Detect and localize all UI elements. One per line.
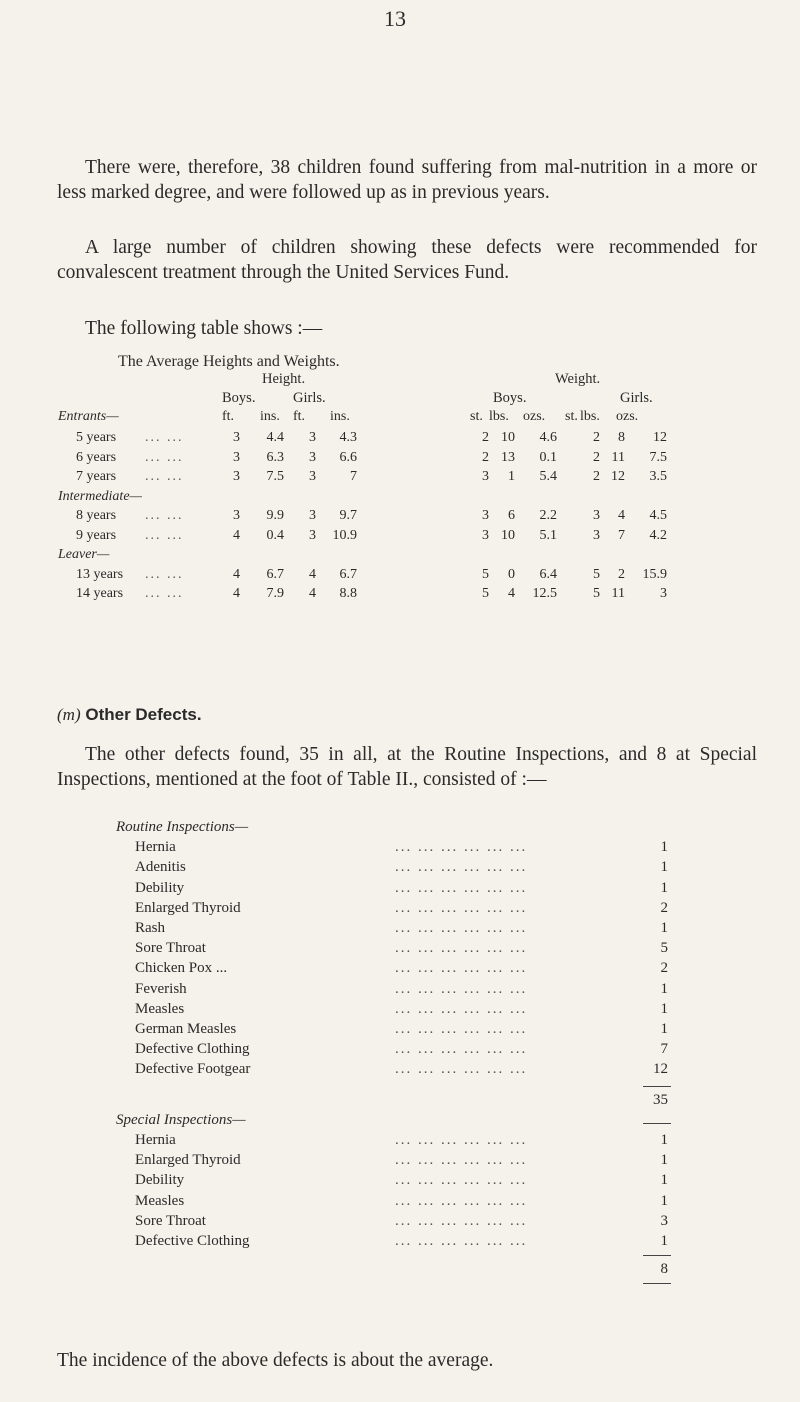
boys-weight-ozs: 4.6 [539,430,557,445]
defects-paragraph: The other defects found, 35 in all, at the Routine Inspections, and 8 at Special Inspections, mentioned at the foot of Table II., consisted of :— [57,744,757,790]
height-boys-header: Boys. [222,390,256,406]
page-number: 13 [384,6,406,31]
height-header: Height. [262,371,306,387]
routine-item-count: 1 [660,1000,668,1017]
group-label: Entrants— [58,409,119,424]
routine-item-name: Rash [135,920,165,936]
routine-item-count: 5 [660,940,668,957]
girls-weight-lbs: 2 [618,566,625,582]
row-age: 13 years [76,566,124,582]
special-item-count: 1 [660,1132,668,1148]
routine-item-count: 1 [660,1021,668,1037]
row-leader: ... ... [145,469,184,484]
girls-height-ft: 3 [309,527,316,543]
special-item-name: Sore Throat [135,1212,206,1229]
girls-weight-ozs: 15.9 [642,566,667,582]
routine-item-count: 1 [660,980,668,997]
special-item-leader: ... ... ... ... ... ... [395,1152,528,1169]
table-intro: The following table shows :— [85,318,323,339]
weight-unit: lbs. [580,409,600,424]
special-item-count: 1 [660,1233,668,1249]
row-leader: ... ... [145,449,184,465]
routine-item-name: German Measles [135,1021,237,1037]
boys-weight-st: 3 [482,508,489,523]
boys-weight-lbs: 4 [508,586,515,601]
boys-weight-st: 3 [482,469,489,484]
girls-height-ft: 4 [309,566,316,582]
special-item-name: Defective Clothing [135,1233,250,1249]
weight-boys-header: Boys. [493,390,527,406]
routine-item-name: Debility [135,879,185,896]
special-item-leader: ... ... ... ... ... ... [395,1172,528,1189]
boys-weight-ozs: 12.5 [532,586,557,601]
girls-weight-ozs: 12 [653,430,667,445]
height-unit: ft. [293,409,306,424]
table-title: The Average Heights and Weights. [118,353,340,370]
boys-weight-st: 3 [482,527,489,543]
girls-weight-st: 2 [593,449,600,465]
girls-weight-ozs: 4.5 [649,508,667,523]
weight-unit: st. [470,409,483,424]
weight-unit: lbs. [489,409,509,424]
girls-height-ins: 6.6 [339,449,357,465]
boys-height-ins: 7.9 [266,586,284,601]
boys-weight-lbs: 13 [501,449,515,465]
girls-weight-lbs: 12 [611,469,625,484]
total-rule [643,1123,671,1124]
row-age: 14 years [76,586,124,601]
routine-item-name: Measles [135,1000,185,1017]
boys-weight-st: 5 [482,586,489,601]
routine-item-name: Defective Clothing [135,1041,250,1058]
girls-height-ft: 3 [309,449,316,465]
group-label: Leaver— [58,547,110,562]
girls-weight-lbs: 11 [611,449,625,465]
girls-weight-st: 5 [593,586,600,601]
girls-height-ft: 3 [309,430,316,445]
section-letter: (m) [57,705,81,724]
girls-weight-st: 3 [593,527,600,543]
routine-item-count: 12 [653,1061,668,1078]
row-leader: ... ... [145,527,184,543]
routine-item-leader: ... ... ... ... ... ... [395,879,528,896]
malnutrition-paragraph: There were, therefore, 38 children found suffering from mal-nutrition in a more or less marked degree, and were followed up as in previous years. [57,157,757,203]
boys-weight-st: 5 [482,566,489,582]
row-leader: ... ... [145,508,184,523]
group-label: Intermediate— [58,488,142,504]
boys-weight-lbs: 6 [508,508,515,523]
routine-item-leader: ... ... ... ... ... ... [395,940,528,957]
row-leader: ... ... [145,430,184,445]
row-age: 6 years [76,449,117,465]
girls-height-ins: 8.8 [339,586,357,601]
boys-height-ins: 9.9 [266,508,284,523]
routine-item-count: 1 [660,859,668,876]
girls-height-ins: 10.9 [332,527,357,543]
routine-item-leader: ... ... ... ... ... ... [395,920,528,936]
girls-weight-lbs: 11 [611,586,625,601]
boys-height-ft: 4 [233,527,240,543]
girls-weight-st: 5 [593,566,600,582]
weight-girls-header: Girls. [620,390,653,406]
row-leader: ... ... [145,566,184,582]
section-heading [57,705,202,725]
routine-heading: Routine Inspections— [116,819,249,835]
routine-item-leader: ... ... ... ... ... ... [395,1000,528,1017]
routine-item-name: Feverish [135,980,187,997]
height-unit: ft. [222,409,235,424]
weight-unit: st. [565,409,578,424]
special-item-name: Enlarged Thyroid [135,1152,241,1169]
routine-item-leader: ... ... ... ... ... ... [395,1041,528,1058]
girls-height-ins: 9.7 [339,508,357,523]
special-item-count: 1 [660,1192,668,1209]
row-leader: ... ... [145,586,184,601]
boys-height-ins: 6.3 [266,449,284,465]
routine-item-count: 2 [660,960,668,977]
convalescent-paragraph: A large number of children showing these defects were recommended for convalescent treatment through the United Services Fund. [57,237,757,283]
boys-weight-lbs: 1 [508,469,515,484]
routine-item-leader: ... ... ... ... ... ... [395,859,528,876]
girls-weight-ozs: 3 [660,586,667,601]
boys-height-ft: 3 [233,430,240,445]
boys-height-ins: 7.5 [266,469,284,484]
boys-weight-ozs: 0.1 [539,449,557,465]
girls-weight-st: 3 [593,508,600,523]
boys-height-ft: 4 [233,566,240,582]
girls-weight-ozs: 3.5 [649,469,667,484]
special-item-count: 1 [660,1172,668,1189]
girls-height-ft: 4 [309,586,316,601]
girls-height-ins: 4.3 [339,430,357,445]
boys-weight-ozs: 5.4 [539,469,557,484]
row-age: 8 years [76,508,117,523]
boys-weight-ozs: 2.2 [539,508,557,523]
total-rule [643,1086,671,1087]
girls-height-ft: 3 [309,469,316,484]
special-item-name: Hernia [135,1132,176,1148]
weight-header: Weight. [555,371,601,387]
boys-weight-lbs: 10 [501,527,515,543]
girls-height-ft: 3 [309,508,316,523]
girls-weight-lbs: 4 [618,508,625,523]
routine-item-name: Chicken Pox ... [135,960,228,977]
boys-height-ins: 6.7 [266,566,284,582]
boys-weight-ozs: 6.4 [539,566,557,582]
routine-item-count: 7 [660,1041,668,1058]
special-item-name: Measles [135,1192,185,1209]
girls-weight-lbs: 7 [618,527,625,543]
row-age: 9 years [76,527,117,543]
special-item-count: 1 [660,1152,668,1169]
routine-item-count: 2 [660,899,668,916]
boys-height-ins: 4.4 [266,430,284,445]
closing-sentence: The incidence of the above defects is about the average. [57,1350,494,1371]
boys-weight-ozs: 5.1 [539,527,557,543]
weight-unit: ozs. [523,409,546,424]
special-item-leader: ... ... ... ... ... ... [395,1192,528,1209]
special-item-count: 3 [660,1212,668,1229]
routine-item-leader: ... ... ... ... ... ... [395,980,528,997]
special-heading: Special Inspections— [116,1111,246,1128]
boys-weight-lbs: 0 [508,566,515,582]
special-item-leader: ... ... ... ... ... ... [395,1233,528,1249]
special-item-leader: ... ... ... ... ... ... [395,1132,528,1148]
height-girls-header: Girls. [293,390,326,406]
boys-weight-st: 2 [482,449,489,465]
height-unit: ins. [330,409,350,424]
height-unit: ins. [260,409,280,424]
girls-weight-ozs: 7.5 [649,449,667,465]
routine-item-name: Sore Throat [135,940,206,957]
routine-item-leader: ... ... ... ... ... ... [395,960,528,977]
routine-item-name: Hernia [135,839,176,856]
boys-weight-lbs: 10 [501,430,515,445]
boys-height-ft: 3 [233,469,240,484]
routine-item-name: Defective Footgear [135,1061,251,1078]
row-age: 7 years [76,469,117,484]
routine-total: 35 [653,1091,668,1108]
girls-weight-st: 2 [593,430,600,445]
girls-height-ins: 6.7 [339,566,357,582]
section-title: Other Defects. [85,705,202,724]
boys-weight-st: 2 [482,430,489,445]
boys-height-ft: 3 [233,449,240,465]
routine-item-name: Adenitis [135,859,186,876]
boys-height-ins: 0.4 [266,527,284,543]
routine-item-count: 1 [660,920,668,936]
girls-weight-st: 2 [593,469,600,484]
special-total: 8 [660,1261,668,1278]
boys-height-ft: 4 [233,586,240,601]
girls-weight-ozs: 4.2 [649,527,667,543]
routine-item-leader: ... ... ... ... ... ... [395,899,528,916]
routine-item-leader: ... ... ... ... ... ... [395,839,528,856]
routine-item-count: 1 [660,839,668,856]
girls-height-ins: 7 [350,469,357,484]
row-age: 5 years [76,430,117,445]
special-item-leader: ... ... ... ... ... ... [395,1212,528,1229]
weight-unit: ozs. [616,409,639,424]
total-rule [643,1283,671,1284]
routine-item-name: Enlarged Thyroid [135,899,241,916]
girls-weight-lbs: 8 [618,430,625,445]
routine-item-leader: ... ... ... ... ... ... [395,1021,528,1037]
total-rule [643,1255,671,1256]
special-item-name: Debility [135,1172,185,1189]
routine-item-count: 1 [660,879,668,896]
routine-item-leader: ... ... ... ... ... ... [395,1061,528,1078]
boys-height-ft: 3 [233,508,240,523]
